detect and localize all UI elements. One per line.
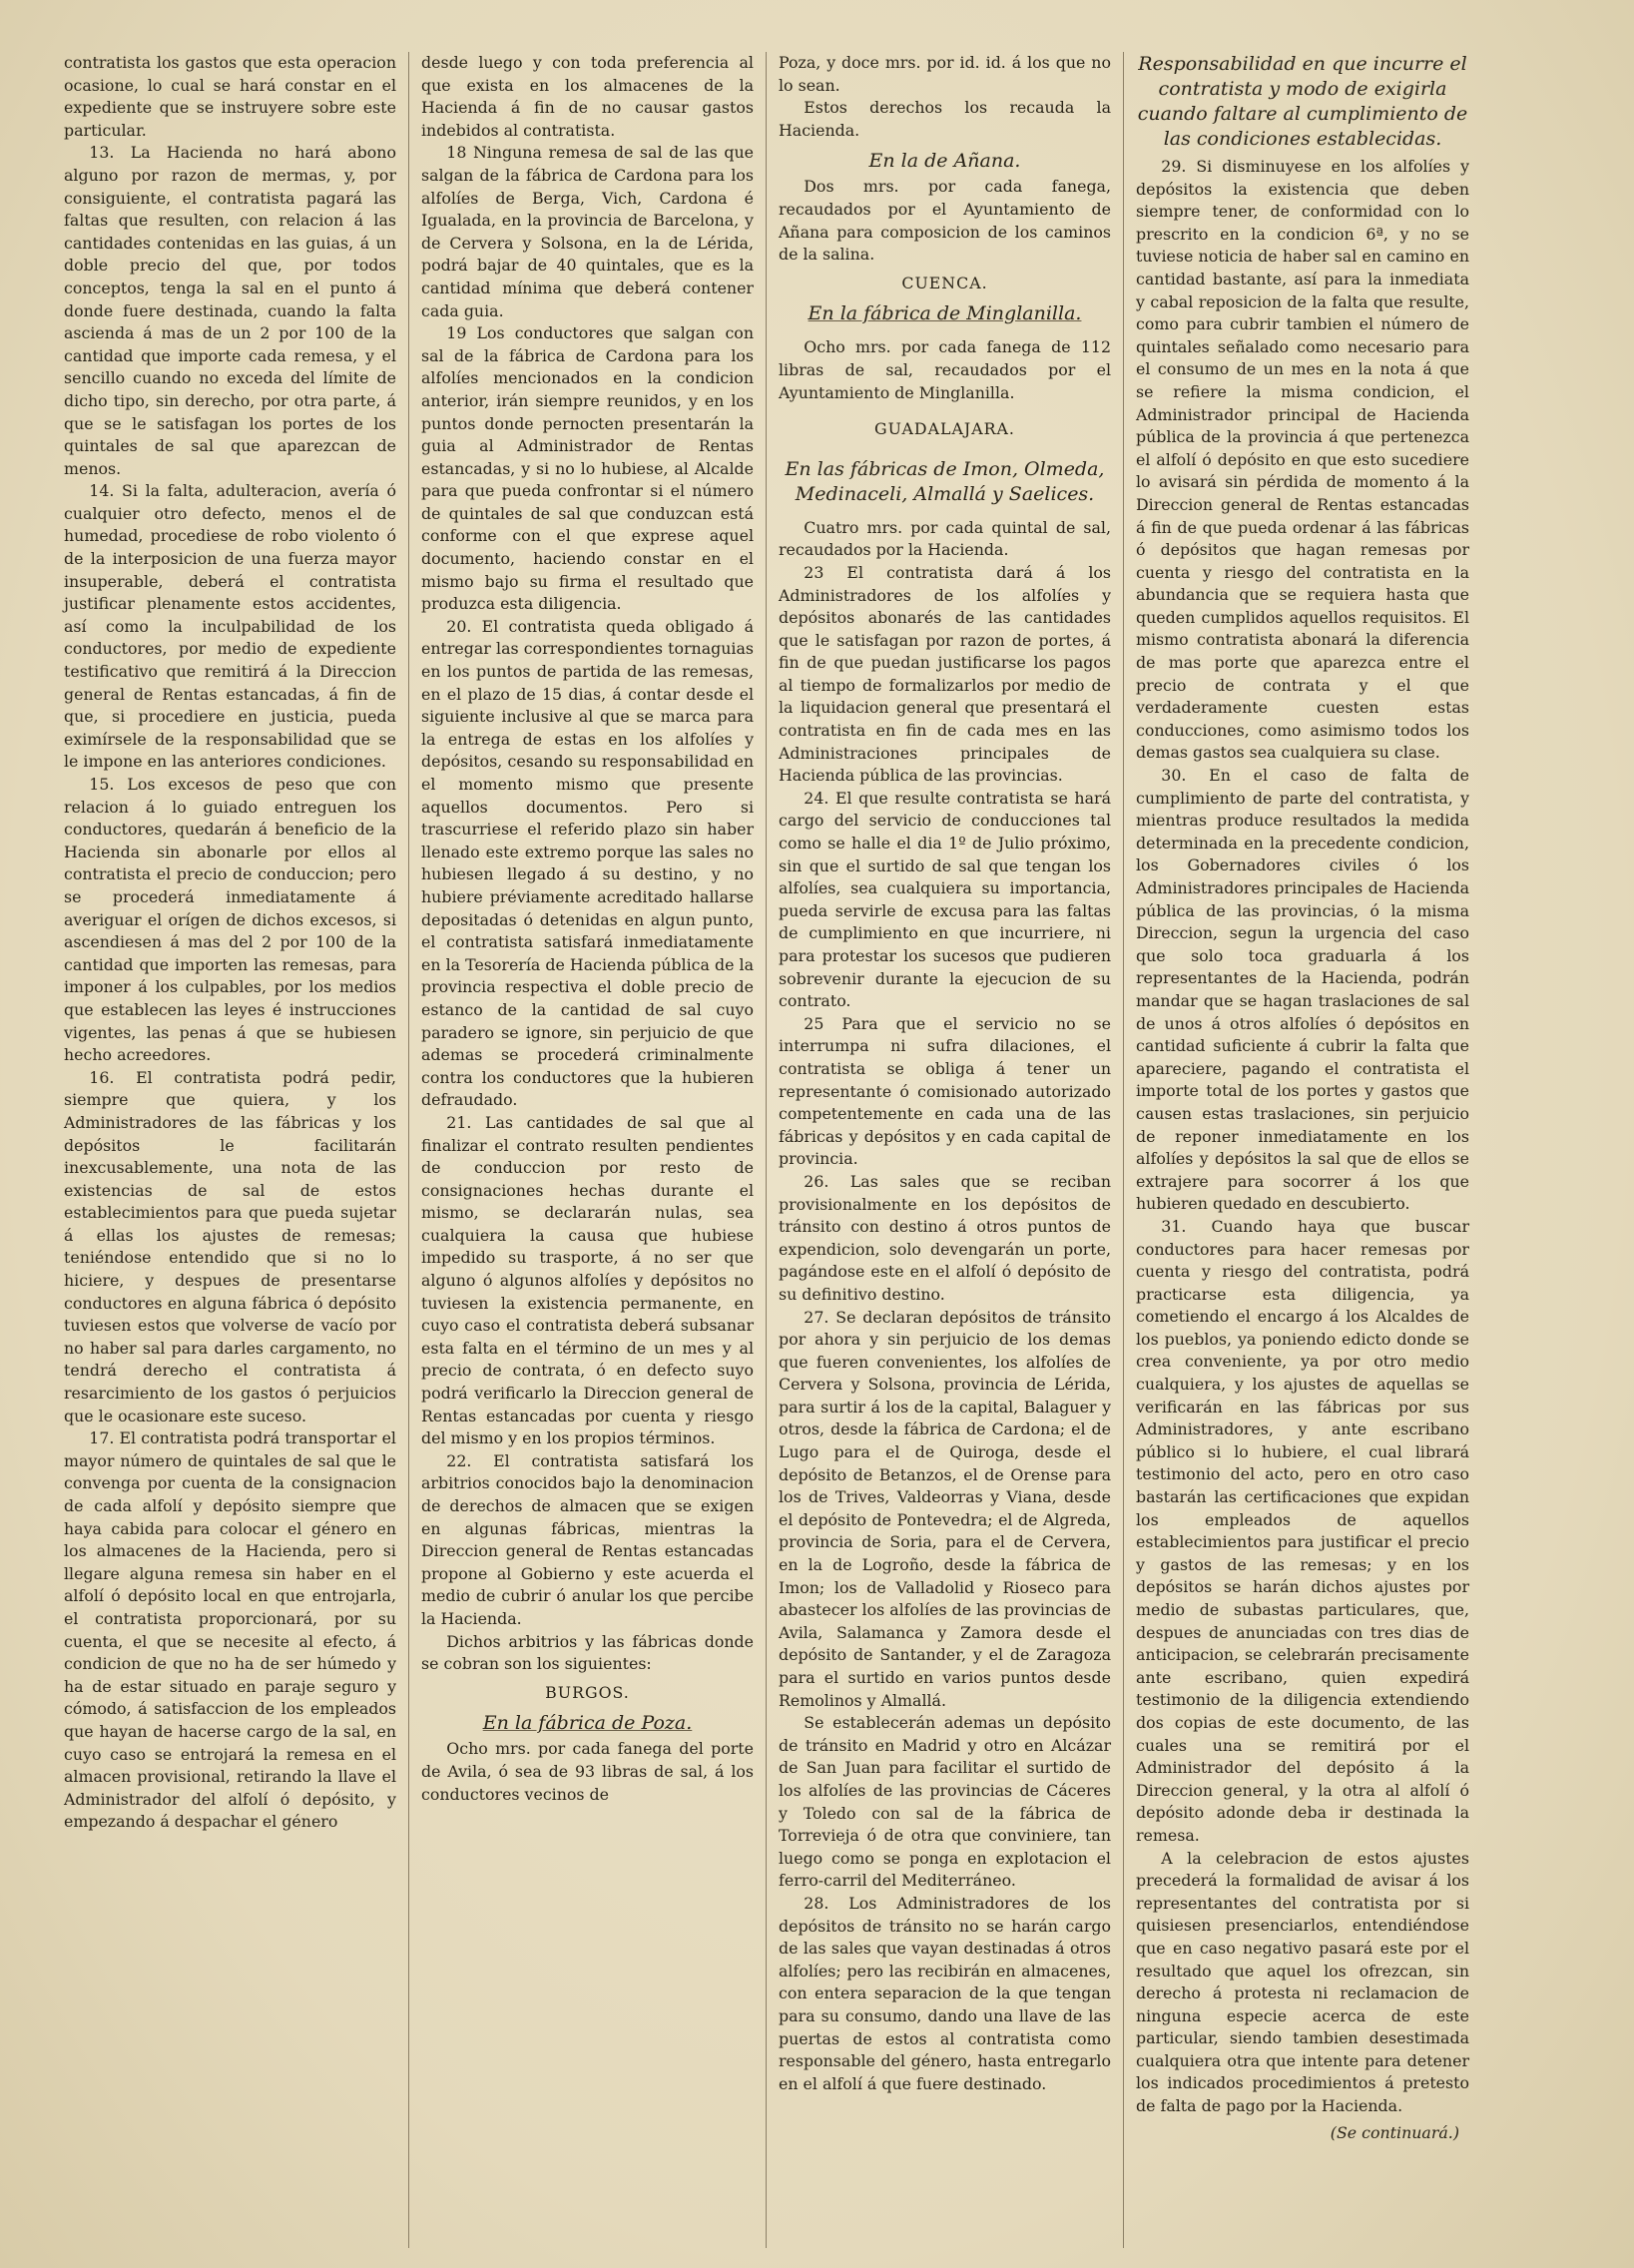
paragraph: 19 Los conductores que salgan con sal de la fábrica de Cardona para los alfolíes mencionados en la condicion anterior, irán siempre reunidos, y en los puntos donde pernocten presentarán la guia al Administrador de Rentas estancadas, y si no lo hubiese, al Alcalde para que pueda confrontar si el número de quintales de sal que conduzcan está conforme con el que exprese aquel documento, haciendo constar en el mismo bajo su firma el resultado que produzca esta diligencia. bbox=[421, 323, 754, 614]
paragraph: Estos derechos los recauda la Hacienda. bbox=[779, 98, 1111, 140]
section-subheading: En la de Añana. bbox=[868, 150, 1021, 173]
continuation-note: (Se continuará.) bbox=[1330, 2122, 1459, 2142]
paragraph: 26. Las sales que se reciban provisionalmente en los depósitos de tránsito con destino á otros puntos de expendicion, solo devengarán un porte, pagándose este en el alfolí ó depósito de su definitivo destino. bbox=[779, 1171, 1111, 1304]
paragraph: 16. El contratista podrá pedir, siempre que quiera, y los Administradores de las fábricas y los depósitos le facilitarán inexcusablemente, una nota de las existencias de sal de estos establecimientos para que pueda sujetar á ellas los ajustes de remesas; teniéndose entendido que si no lo hiciere, y despues de presentarse conductores en alguna fábrica ó depósito tuviesen estos que volverse de vacío por no haber sal para darles cargamento, no tendrá derecho el contratista á resarcimiento de los gastos ó perjuicios que le ocasionare este suceso. bbox=[64, 1067, 396, 1425]
paragraph: Ocho mrs. por cada fanega del porte de Avila, ó sea de 93 libras de sal, á los conductores vecinos de bbox=[421, 1739, 754, 1804]
province-heading: GUADALAJARA. bbox=[874, 419, 1015, 439]
paragraph: Cuatro mrs. por cada quintal de sal, recaudados por la Hacienda. bbox=[779, 517, 1111, 560]
paragraph: 21. Las cantidades de sal que al finalizar el contrato resulten pendientes de conduccion por resto de consignaciones hechas durante el mismo, se declararán nulas, sea cualquiera la causa que hubiese impedido su trasporte, á no ser que alguno ó algunos alfolíes y depósitos no tuviesen la existencia permanente, en cuyo caso el contratista deberá subsanar esta falta en el término de un mes y al precio de contrata, ó en defecto suyo podrá verificarlo la Direccion general de Rentas estancadas por cuenta y riesgo del mismo y en los propios términos. bbox=[421, 1112, 754, 1448]
paragraph: 23 El contratista dará á los Administradores de los alfolíes y depósitos abonarés de las cantidades que le satisfagan por razon de portes, á fin de que puedan justificarse los pagos al tiempo de formalizarlos por medio de la liquidacion general que presentará el contratista en fin de cada mes en las Administraciones principales de Hacienda pública de las provincias. bbox=[779, 562, 1111, 786]
paragraph: Dichos arbitrios y las fábricas donde se cobran son los siguientes: bbox=[421, 1631, 754, 1674]
section-subheading: En la fábrica de Minglanilla. bbox=[808, 302, 1082, 325]
paragraph: Poza, y doce mrs. por id. id. á los que no lo sean. bbox=[779, 53, 1111, 95]
column-4 bbox=[1124, 52, 1481, 2248]
paragraph: Ocho mrs. por cada fanega de 112 libras de sal, recaudados por el Ayuntamiento de Minglanilla. bbox=[779, 337, 1111, 402]
paragraph: Dos mrs. por cada fanega, recaudados por el Ayuntamiento de Añana para composicion de los caminos de la salina. bbox=[779, 177, 1111, 265]
paragraph: 18 Ninguna remesa de sal de las que salgan de la fábrica de Cardona para los alfolíes de Berga, Vich, Cardona é Igualada, en la provincia de Barcelona, y de Cervera y Solsona, en la de Lérida, podrá bajar de 40 quintales, que es la cantidad mínima que deberá contener cada guia. bbox=[421, 143, 754, 320]
paragraph: 27. Se declaran depósitos de tránsito por ahora y sin perjuicio de los demas que fueren convenientes, los alfolíes de Cervera y Solsona, provincia de Lérida, para surtir á los de la capital, Balaguer y otros, desde la fábrica de Cardona; el de Lugo para el de Quiroga, desde el depósito de Betanzos, el de Orense para los de Trives, Valdeorras y Viana, desde el depósito de Pontevedra; el de Algreda, provincia de Soria, para el de Cervera, en la de Logroño, desde la fábrica de Imon; los de Valladolid y Rioseco para abastecer los alfolíes de las provincias de Avila, Salamanca y Zamora desde el depósito de Santander, y el de Zaragoza para el surtido en varios puntos desde Remolinos y Almallá. bbox=[779, 1307, 1111, 1710]
paragraph: 31. Cuando haya que buscar conductores para hacer remesas por cuenta y riesgo del contratista, podrá practicarse esta diligencia, ya cometiendo el encargo á los Alcaldes de los pueblos, ya poniendo edicto donde se crea conveniente, ya por otro medio cualquiera, y los ajustes de aquellas se verificarán en las fábricas por sus Administradores, y ante escribano público si lo hubiere, el cual librará testimonio del acto, pero en otro caso bastarán las certificaciones que expidan los empleados de aquellos establecimientos para justificar el precio y gastos de las remesas; y en los depósitos se harán dichos ajustes por medio de subastas particulares, que, despues de anunciadas con tres dias de anticipacion, se celebrarán precisamente ante escribano, quien expedirá testimonio de la diligencia extendiendo dos copias de este documento, de las cuales una se remitirá por el Administrador del depósito á la Direccion general, y la otra al alfolí ó depósito adonde deba ir destinada la remesa. bbox=[1136, 1216, 1469, 1845]
spacer bbox=[779, 328, 1111, 336]
paragraph: 24. El que resulte contratista se hará cargo del servicio de conducciones tal como se halle el dia 1º de Julio próximo, sin que el surtido de sal que tengan los alfolíes, sea cualquiera su importancia, pueda servirle de excusa para las faltas de cumplimiento en que incurriere, ni para protestar los sucesos que pudieren sobrevenir durante la ejecucion de su contrato. bbox=[779, 788, 1111, 1011]
province-heading: CUENCA. bbox=[901, 273, 988, 292]
paragraph: 25 Para que el servicio no se interrumpa ni sufra dilaciones, el contratista se obliga á tener un representante ó comisionado autorizado competentemente en cada una de las fábricas y depósitos y en cada capital de provincia. bbox=[779, 1013, 1111, 1169]
paragraph: 28. Los Administradores de los depósitos de tránsito no se harán cargo de las sales que vayan destinadas á otros alfolíes; pero las recibirán en almacenes, con entera separacion de la que tengan para su consumo, dando una llave de las puertas de estos al contratista como responsable del género, hasta entregarlo en el alfolí á que fuere destinado. bbox=[779, 1893, 1111, 2093]
paragraph: 20. El contratista queda obligado á entregar las correspondientes tornaguias en los puntos de partida de las remesas, en el plazo de 15 dias, á contar desde el siguiente inclusive al que se marca para la entrega de estas en los alfolíes y depósitos, cesando su responsabilidad en el momento mismo que presente aquellos documentos. Pero si trascurriese el referido plazo sin haber llenado este extremo porque las sales no hubiesen llegado á su destino, y no hubiere préviamente acreditado hallarse depositadas ó detenidas en algun punto, el contratista satisfará inmediatamente en la Tesorería de Hacienda pública de la provincia respectiva el doble precio de estanco de la cantidad de sal cuyo paradero se ignore, sin perjuicio de que ademas se procederá criminalmente contra los conductores que la hubieren defraudado. bbox=[421, 616, 754, 1110]
spacer bbox=[779, 509, 1111, 517]
section-subheading: En las fábricas de Imon, Olmeda, Medinaceli, Almallá y Saelices. bbox=[785, 457, 1105, 505]
spacer bbox=[779, 443, 1111, 451]
paragraph: 13. La Hacienda no hará abono alguno por razon de mermas, y, por consiguiente, el contratista pagará las faltas que resulten, con relacion á las cantidades contenidas en las guias, á un doble precio del que, por todos conceptos, tenga la sal en el punto á donde fuere destinada, cuando la falta ascienda á mas de un 2 por 100 de la cantidad que importe cada remesa, y el sencillo cuando no exceda del límite de dicho tipo, sin derecho, por otra parte, á que se le satisfagan los portes de los quintales de sal que aparezcan de menos. bbox=[64, 143, 396, 478]
spacer bbox=[779, 404, 1111, 412]
paragraph: contratista los gastos que esta operacion ocasione, lo cual se hará constar en el expediente que se instruyere sobre este particular. bbox=[64, 53, 396, 140]
section-subheading: En la fábrica de Poza. bbox=[482, 1712, 693, 1735]
paragraph: 30. En el caso de falta de cumplimiento de parte del contratista, y mientras produce resultados la medida determinada en la precedente condicion, los Gobernadores civiles ó los Administradores principales de Hacienda pública de las provincias, ó la misma Direccion, segun la urgencia del caso que solo toca graduarla á los representantes de la Hacienda, podrán mandar que se hagan traslaciones de sal de unos á otros alfolíes ó depósitos en cantidad suficiente á cubrir la falta que apareciere, pagando el contratista el importe total de los portes y gastos que causen estas traslaciones, sin perjuicio de reponer inmediatamente en los alfolíes y depósitos la sal que de ellos se extrajere para socorrer á los que hubieren quedado en descubierto. bbox=[1136, 766, 1469, 1214]
paragraph: 22. El contratista satisfará los arbitrios conocidos bajo la denominacion de derechos de almacen que se exigen en algunas fábricas, mientras la Direccion general de Rentas estancadas propone al Gobierno y este acuerda el medio de cubrir ó anular los que percibe la Hacienda. bbox=[421, 1450, 754, 1628]
paragraph: 15. Los excesos de peso que con relacion á lo guiado entreguen los conductores, quedarán á beneficio de la Hacienda sin abonarle por ellos al contratista el precio de conduccion; pero se procederá inmediatamente á averiguar el orígen de dichos excesos, si ascendiesen á mas del 2 por 100 de la cantidad que importen las remesas, para imponer á los culpables, por los medios que establecen las leyes é instrucciones vigentes, las penas á que se hubiesen hecho acreedores. bbox=[64, 775, 396, 1065]
text-columns bbox=[52, 52, 1618, 2248]
column-1 bbox=[52, 52, 409, 2248]
paragraph: 14. Si la falta, adulteracion, avería ó cualquier otro defecto, menos el de humedad, procediese de robo violento ó de la interposicion de una fuerza mayor insuperable, deberá el contratista justificar plenamente estos accidentes, así como la inculpabilidad de los conductores, por medio de expediente testificativo que remitirá á la Direccion general de Rentas estancadas, á fin de que, si procediere en justicia, pueda eximírsele de la responsabilidad que se le impone en las anteriores condiciones. bbox=[64, 481, 396, 772]
paragraph: Se establecerán ademas un depósito de tránsito en Madrid y otro en Alcázar de San Juan para facilitar el surtido de los alfolíes de las provincias de Cáceres y Toledo con sal de la fábrica de Torrevieja ó de otra que conviniere, tan luego como se ponga en explotacion el ferro-carril del Mediterráneo. bbox=[779, 1713, 1111, 1891]
paragraph: 17. El contratista podrá transportar el mayor número de quintales de sal que le convenga por cuenta de la consignacion de cada alfolí y depósito siempre que haya cabida para colocar el género en los almacenes de la Hacienda, pero si llegare alguna remesa sin haber en el alfolí ó depósito local en que entrojarla, el contratista proporcionará, por su cuenta, el que se necesite al efecto, á condicion de que no ha de ser húmedo y ha de estar situado en paraje seguro y cómodo, á satisfaccion de los empleados que hayan de hacerse cargo de la sal, en cuyo caso se entrojará la remesa en el almacen provisional, retirando la llave el Administrador del alfolí ó depósito, y empezando á despachar el género bbox=[64, 1428, 396, 1832]
paragraph: A la celebracion de estos ajustes precederá la formalidad de avisar á los representantes del contratista por si quisiesen presenciarlos, entendiéndose que en caso negativo pasará este por el resultado que aquel los ofrezcan, sin derecho á protesta ni reclamacion de ninguna especie acerca de este particular, siendo tambien desestimada cualquiera otra que intente para detener los indicados procedimientos á pretesto de falta de pago por la Hacienda. bbox=[1136, 1848, 1469, 2116]
column-2 bbox=[409, 52, 767, 2248]
section-title: Responsabilidad en que incurre el contratista y modo de exigirla cuando faltare al cumplimiento de las condiciones establecidas. bbox=[1137, 53, 1468, 150]
province-heading: BURGOS. bbox=[545, 1682, 630, 1702]
paragraph: desde luego y con toda preferencia al que exista en los almacenes de la Hacienda á fin de no causar gastos indebidos al contratista. bbox=[421, 53, 754, 140]
paragraph: 29. Si disminuyese en los alfolíes y depósitos la existencia que deben siempre tener, de conformidad con lo prescrito en la condicion 6ª, y no se tuviese noticia de haber sal en camino en cantidad bastante, así para la inmediata y cabal reposicion de la falta que resulte, como para cubrir tambien el número de quintales señalado como necesario para el consumo de un mes en la nota á que se refiere la misma condicion, el Administrador principal de Hacienda pública de la provincia á que pertenezca el alfolí ó depósito en que esto sucediere lo avisará sin pérdida de momento á la Direccion general de Rentas estancadas á fin de que pueda ordenar á las fábricas ó depósitos que hagan remesas por cuenta y riesgo del contratista en la abundancia que se requiera hasta que queden cumplidos aquellos requisitos. El mismo contratista abonará la diferencia de mas porte que aparezca entre el precio de contrata y el que verdaderamente cuesten estas conducciones, como asimismo todos los demas gastos sea cualquiera su clase. bbox=[1136, 157, 1469, 763]
column-3 bbox=[767, 52, 1124, 2248]
